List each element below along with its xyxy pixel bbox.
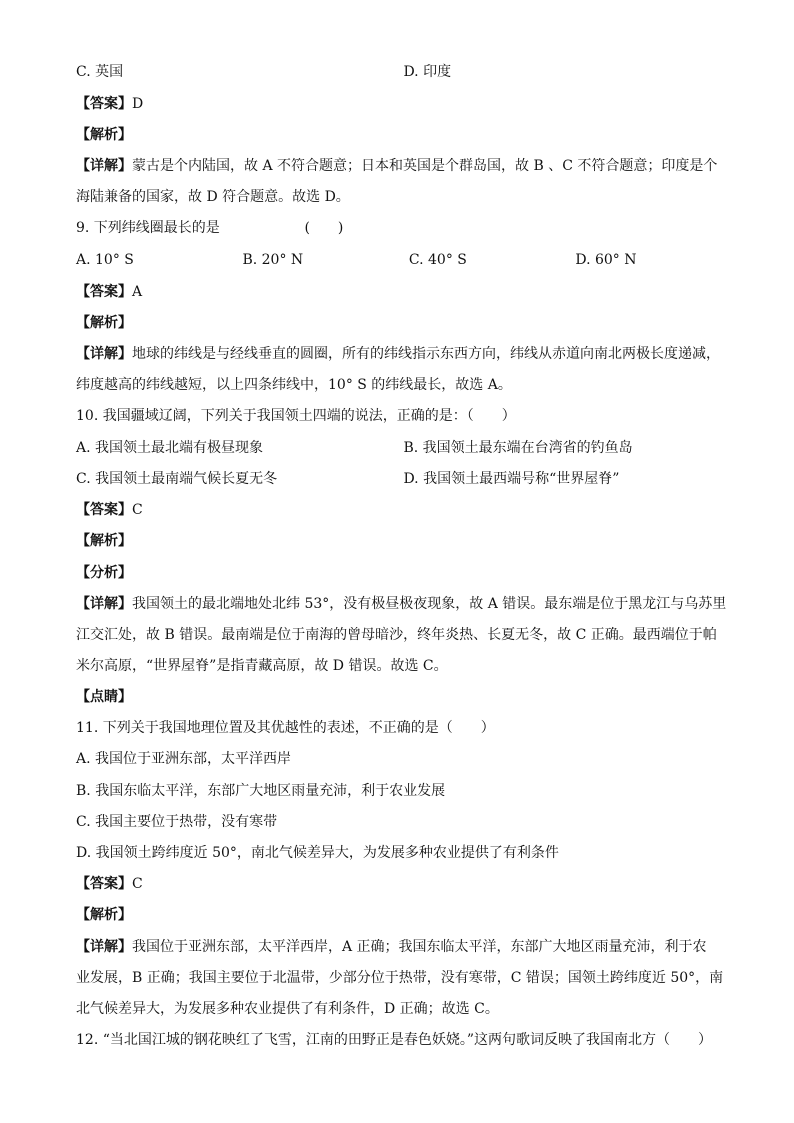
q10-option-d: D. 我国领土最西端号称“世界屋脊” [403,471,620,487]
q8-options-row [76,62,726,82]
q12-stem: 12. “当北国江城的钢花映红了飞雪，江南的田野正是春色妖娆。”这两句歌词反映了我国南北方（ ） [76,1032,713,1048]
q11-answer-value: C [132,876,143,892]
q8-answer-value: D [132,96,144,112]
q10-analysis-heading: 【解析】 [76,533,132,549]
q10-detail-text-1: 我国领土的最北端地处北纬 53°，没有极昼极夜现象，故 A 错误。最东端是位于黑龙江与乌苏里 [132,596,727,612]
q9-detail-line-1 [76,344,726,364]
q9-option-c: C. 40° S [408,252,467,268]
q10-detail-label: 【详解】 [76,596,132,612]
q11-answer [76,874,726,894]
q9-option-d: D. 60° N [575,252,637,268]
q8-answer-label: 【答案】 [76,96,132,112]
q10-detail-line-3: 米尔高原，“世界屋脊”是指青藏高原，故 D 错误。故选 C。 [76,658,448,674]
q10-detail-line-2: 江交汇处，故 B 错误。最南端是位于南海的曾母暗沙，终年炎热、长夏无冬，故 C 正确。最西端位于帕 [76,627,717,643]
q9-detail-label: 【详解】 [76,346,132,362]
q9-option-a: A. 10° S [76,252,134,268]
q10-stem: 10. 我国疆域辽阔，下列关于我国领土四端的说法，正确的是：（ ） [76,408,516,424]
q8-detail-label: 【详解】 [76,158,132,174]
q10-option-a: A. 我国领土最北端有极昼现象 [76,440,264,456]
q11-detail-text-1: 我国位于亚洲东部，太平洋西岸，A 正确；我国东临太平洋，东部广大地区雨量充沛，利于农 [132,939,707,955]
q9-answer-value: A [132,284,143,300]
q11-option-d: D. 我国领土跨纬度近 50°，南北气候差异大，为发展多种农业提供了有利条件 [76,845,559,861]
q9-detail-text-1: 地球的纬线是与经线垂直的圆圈，所有的纬线指示东西方向，纬线从赤道向南北两极长度递减， [132,346,720,362]
q10-options-row-1 [76,438,726,458]
q9-analysis-heading: 【解析】 [76,315,132,331]
q8-option-d: D. 印度 [403,64,452,80]
q9-stem: 9. 下列纬线圈最长的是 [76,220,220,236]
q10-answer [76,500,726,520]
q9-option-b: B. 20° N [242,252,304,268]
q11-detail-line-1 [76,937,726,957]
q11-detail-line-3: 北气候差异大，为发展多种农业提供了有利条件，D 正确；故选 C。 [76,1001,499,1017]
q10-dianjing-heading: 【点睛】 [76,689,132,705]
q9-answer-label: 【答案】 [76,284,132,300]
q10-detail-line-1 [76,594,726,614]
q11-answer-label: 【答案】 [76,876,132,892]
q8-detail-text-1: 蒙古是个内陆国，故 A 不符合题意；日本和英国是个群岛国，故 B 、C 不符合题意；印度是个 [132,158,718,174]
q11-option-c: C. 我国主要位于热带，没有寒带 [76,814,278,830]
q8-detail-line-1 [76,156,726,176]
q10-answer-value: C [132,502,143,518]
q11-option-b: B. 我国东临太平洋，东部广大地区雨量充沛，利于农业发展 [76,783,446,799]
q10-options-row-2 [76,469,726,489]
q9-stem-row [76,218,726,238]
q8-detail-line-2: 海陆兼备的国家，故 D 符合题意。故选 D。 [76,189,350,205]
q9-paren: ( ) [304,220,344,236]
q11-option-a: A. 我国位于亚洲东部，太平洋西岸 [76,751,292,767]
q11-analysis-heading: 【解析】 [76,907,132,923]
q10-fenxi-heading: 【分析】 [76,565,132,581]
q9-detail-line-2: 纬度越高的纬线越短，以上四条纬线中，10° S 的纬线最长，故选 A。 [76,377,512,393]
q9-options-row [76,250,726,270]
q11-detail-label: 【详解】 [76,939,132,955]
q11-detail-line-2: 业发展，B 正确；我国主要位于北温带，少部分位于热带，没有寒带，C 错误；国领土跨纬度近 50°，南 [76,970,724,986]
q10-option-b: B. 我国领土最东端在台湾省的钓鱼岛 [403,440,633,456]
q10-answer-label: 【答案】 [76,502,132,518]
q11-stem: 11. 下列关于我国地理位置及其优越性的表述，不正确的是（ ） [76,720,495,736]
q8-answer [76,94,726,114]
q8-analysis-heading: 【解析】 [76,127,132,143]
q10-option-c: C. 我国领土最南端气候长夏无冬 [76,471,278,487]
q9-answer [76,282,726,302]
q8-option-c: C. 英国 [76,64,124,80]
